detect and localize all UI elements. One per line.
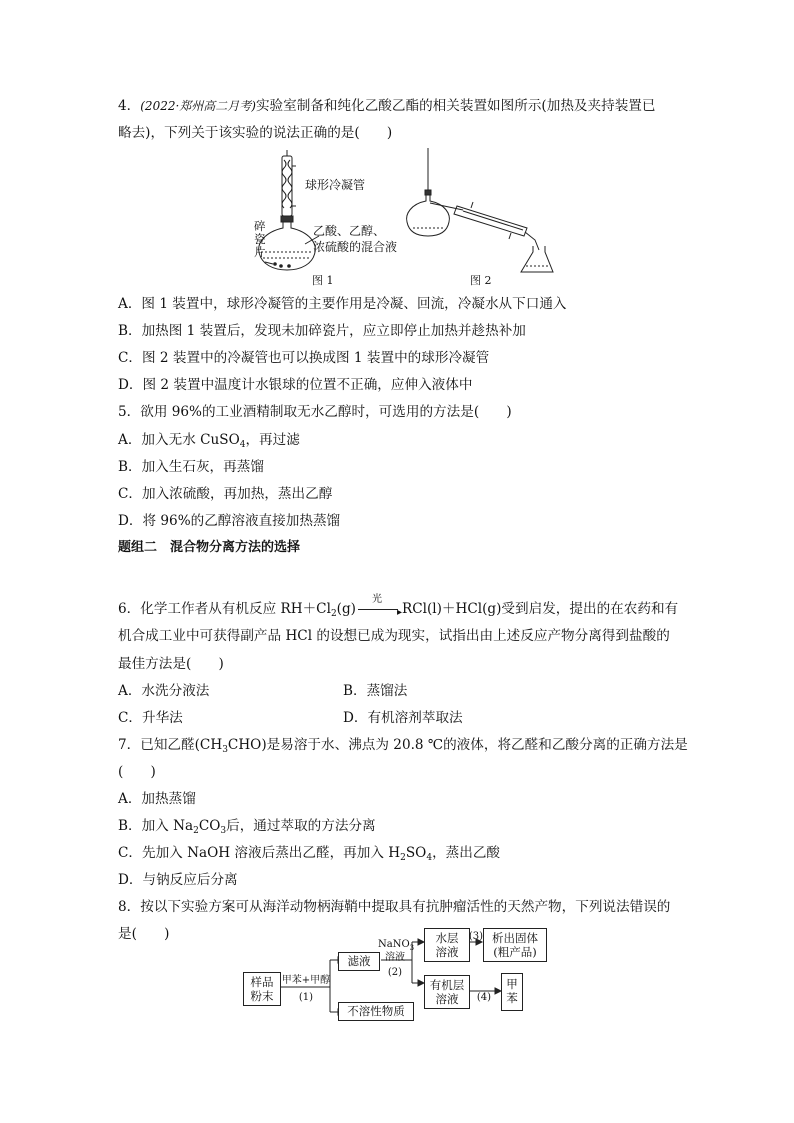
q6-option-b: B．蒸馏法 [343, 683, 408, 699]
q6-line2: 机合成工业中可获得副产品 HCl 的设想已成为现实，试指出由上述反应产物分离得到盐酸的 [118, 628, 670, 644]
fig1-caption: 图 1 [312, 274, 334, 287]
q7-option-c: C．先加入 NaOH 溶液后蒸出乙醛，再加入 $H_2SO_4$，蒸出乙酸 [118, 845, 501, 863]
flow-solid-box: 析出固体 (粗产品) [483, 928, 547, 962]
q4-option-d: D．图 2 装置中温度计水银球的位置不正确，应伸入液体中 [118, 377, 473, 393]
flow-toluene-box: 甲 苯 [501, 973, 523, 1011]
fig2-caption: 图 2 [470, 274, 492, 287]
flow-filtrate-box: 滤液 [338, 952, 380, 971]
q7-option-d: D．与钠反应后分离 [118, 872, 238, 888]
fig1-chips-label-3: 片 [254, 245, 266, 259]
q5-option-d: D．将 96%的乙醇溶液直接加热蒸馏 [118, 513, 341, 529]
q6-line1: 6．化学工作者从有机反应 $RH+Cl_2(g)$ 光 ▸ RCl(l)＋HCl(g)受到启发，提出的在农药和有 [118, 593, 679, 619]
flow-step2-reagent-2: 溶液 [385, 952, 405, 963]
flow-aqueous-box: 水层 溶液 [424, 928, 470, 962]
q7-option-a: A．加热蒸馏 [118, 791, 196, 807]
fig1-apparatus [259, 150, 319, 270]
q6-option-a: A．水洗分液法 [118, 683, 210, 699]
q7-line2: ( ) [118, 764, 156, 780]
q5-option-b: B．加入生石灰，再蒸馏 [118, 459, 264, 475]
q4-option-b: B．加热图 1 装置后，发现未加碎瓷片，应立即停止加热并趁热补加 [118, 323, 526, 339]
flow-organic-box: 有机层 溶液 [424, 975, 470, 1009]
q4-source: (2022·郑州高二月考) [140, 99, 256, 113]
fig1-condenser-label: 球形冷凝管 [305, 178, 366, 192]
flow-insoluble-box: 不溶性物质 [338, 1002, 414, 1021]
light-arrow: 光 ▸ [356, 603, 402, 617]
flow-step1-reagent: 甲苯+甲醇 [281, 975, 331, 986]
q4-line2: 略去)，下列关于该实验的说法正确的是( ) [118, 125, 393, 141]
fig1-chips-label-1: 碎 [254, 219, 266, 233]
q7-line1: 7．已知乙醛$(CH_3CHO)$是易溶于水、沸点为 20.8 ℃的液体，将乙醛和乙酸分离的正确方法是 [118, 737, 688, 755]
flow-step2-reagent-1: NaNO$_3$ [378, 939, 415, 952]
q4-option-c: C．图 2 装置中的冷凝管也可以换成图 1 装置中的球形冷凝管 [118, 350, 490, 366]
flow-sample-box: 样品 粉末 [243, 972, 281, 1006]
group2-heading: 题组二 混合物分离方法的选择 [118, 540, 301, 555]
flow-step3-num: (3) [468, 931, 484, 942]
q6-option-d: D．有机溶剂萃取法 [343, 710, 463, 726]
q6-line3: 最佳方法是( ) [118, 656, 224, 672]
fig1-mixture-label-1: 乙酸、乙醇、 [313, 224, 386, 238]
flow-step4-num: (4) [476, 992, 492, 1003]
flow-step1-num: (1) [298, 992, 314, 1003]
q8-line1: 8．按以下实验方案可从海洋动物柄海鞘中提取具有抗肿瘤活性的天然产物，下列说法错误的 [118, 899, 671, 915]
fig1-chips-label-2: 瓷 [254, 232, 266, 246]
fig2-apparatus [407, 148, 553, 272]
q7-option-b: B．加入 $Na_2CO_3$后，通过萃取的方法分离 [118, 818, 376, 836]
fig1-mixture-label-2: 浓硫酸的混合液 [313, 240, 398, 254]
q5-stem: 5．欲用 96%的工业酒精制取无水乙醇时，可选用的方法是( ) [118, 404, 512, 420]
q4-option-a: A．图 1 装置中，球形冷凝管的主要作用是冷凝、回流，冷凝水从下口通入 [118, 296, 567, 312]
q4-apparatus-figure [245, 148, 565, 288]
q5-option-c: C．加入浓硫酸，再加热，蒸出乙醇 [118, 486, 333, 502]
flow-step2-num: (2) [387, 967, 403, 978]
q8-line2: 是( ) [118, 926, 170, 942]
q6-option-c: C．升华法 [118, 710, 183, 726]
q5-option-a: A．加入无水 CuSO$_4$，再过滤 [118, 432, 300, 450]
q4-line1: 4．(2022·郑州高二月考)实验室制备和纯化乙酸乙酯的相关装置如图所示(加热及夹持装置已 [118, 98, 656, 114]
